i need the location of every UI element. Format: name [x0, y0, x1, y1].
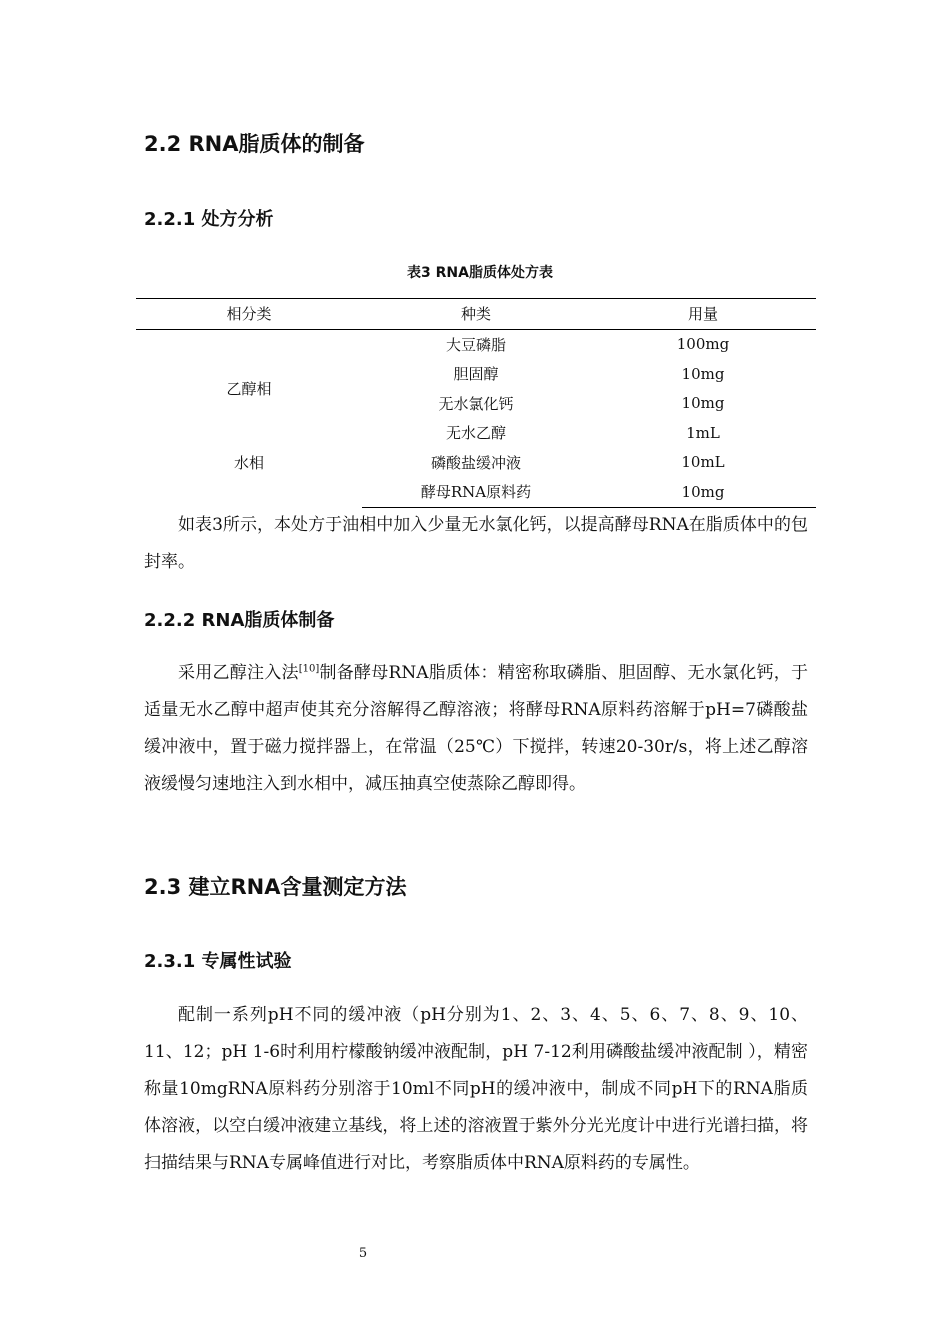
formulation-table	[136, 298, 816, 508]
citation-ref: [10]	[298, 663, 320, 675]
phase-cell-aqueous: 水相	[233, 453, 264, 472]
paragraph-table-note: 如表3所示，本处方于油相中加入少量无水氯化钙，以提高酵母RNA在脂质体中的包封率。	[144, 515, 808, 572]
item-cell: 大豆磷脂	[445, 335, 506, 354]
item-cell: 无水氯化钙	[438, 394, 514, 413]
paragraph-preparation	[144, 655, 808, 803]
table-row	[136, 329, 816, 359]
section-heading-2-3: 2.3 建立RNA含量测定方法	[144, 875, 407, 899]
preparation-text-rest: 制备酵母RNA脂质体：精密称取磷脂、胆固醇、无水氯化钙，于适量无水乙醇中超声使其充分溶解得乙醇溶液；将酵母RNA原料药溶解于pH=7磷酸盐缓冲液中，置于磁力搅拌器上，在常温（25℃）下搅拌，转速20-30r/s，将上述乙醇溶液缓慢匀速地注入到水相中，减压抽真空使蒸除乙醇即得。	[144, 663, 809, 794]
table-caption: 表3 RNA脂质体处方表	[407, 265, 553, 281]
amount-cell: 10mg	[681, 364, 725, 383]
amount-cell: 10mg	[681, 394, 725, 413]
page-number: 5	[358, 1246, 368, 1261]
table-header-row	[136, 299, 816, 330]
phase-cell-ethanol: 乙醇相	[226, 380, 272, 398]
amount-cell: 1mL	[686, 423, 720, 442]
amount-cell: 10mL	[681, 453, 725, 472]
table-row	[136, 448, 816, 478]
item-cell: 酵母RNA原料药	[362, 477, 590, 507]
paragraph-specificity-test: 配制一系列pH不同的缓冲液（pH分别为1、2、3、4、5、6、7、8、9、10、11、12；pH 1-6时利用柠檬酸钠缓冲液配制，pH 7-12利用磷酸盐缓冲液配制 ），精密称量10mgRNA原料药分别溶于10ml不同pH的缓冲液中，制成不同pH下的RNA脂质体溶液，以空白缓冲液建立基线，将上述的溶液置于紫外分光光度计中进行光谱扫描，将扫描结果与RNA专属峰值进行对比，考察脂质体中RNA原料药的专属性。	[144, 1005, 808, 1173]
amount-cell: 100mg	[676, 335, 730, 354]
header-phase: 相分类	[136, 299, 362, 330]
section-heading-2-2-1: 2.2.1 处方分析	[144, 209, 274, 230]
item-cell: 胆固醇	[453, 365, 499, 384]
section-heading-2-3-1: 2.3.1 专属性试验	[144, 951, 292, 972]
item-cell: 无水乙醇	[445, 424, 506, 443]
preparation-text-start: 采用乙醇注入法	[178, 663, 299, 683]
header-amount: 用量	[590, 299, 816, 330]
amount-cell: 10mg	[590, 477, 816, 507]
header-item: 种类	[362, 299, 590, 330]
section-heading-2-2: 2.2 RNA脂质体的制备	[144, 132, 365, 156]
item-cell: 磷酸盐缓冲液	[430, 453, 521, 472]
section-heading-2-2-2: 2.2.2 RNA脂质体制备	[144, 610, 335, 631]
